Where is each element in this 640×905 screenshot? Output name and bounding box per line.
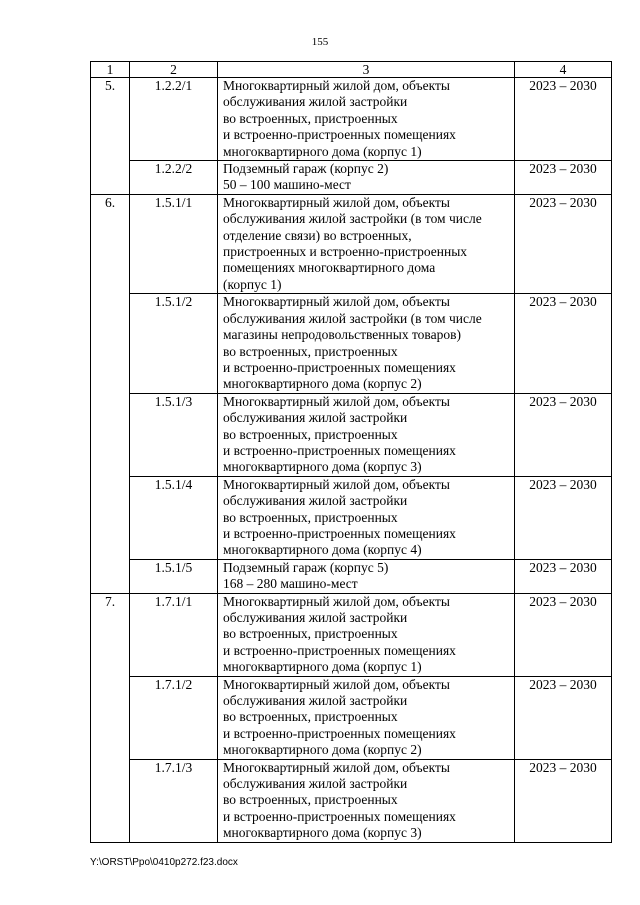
construction-period-cell: 2023 – 2030 bbox=[515, 476, 612, 559]
group-number-cell: 6. bbox=[91, 194, 130, 593]
object-description-cell: Подземный гараж (корпус 2) 50 – 100 машино-мест bbox=[218, 161, 515, 195]
object-code-cell: 1.7.1/2 bbox=[130, 676, 218, 759]
object-description-cell: Многоквартирный жилой дом, объекты обслуживания жилой застройки во встроенных, пристроенных и встроенно-пристроенных помещениях многоквартирного дома (корпус 1) bbox=[218, 593, 515, 676]
header-col-3: 3 bbox=[218, 62, 515, 78]
construction-period-cell: 2023 – 2030 bbox=[515, 78, 612, 161]
page-number: 155 bbox=[311, 36, 329, 48]
construction-period-cell: 2023 – 2030 bbox=[515, 294, 612, 393]
object-description-cell: Многоквартирный жилой дом, объекты обслуживания жилой застройки во встроенных, пристроенных и встроенно-пристроенных помещениях многоквартирного дома (корпус 3) bbox=[218, 393, 515, 476]
object-code-cell: 1.2.2/2 bbox=[130, 161, 218, 195]
table-row bbox=[91, 676, 612, 759]
table-header-row bbox=[91, 62, 612, 78]
object-code-cell: 1.7.1/3 bbox=[130, 759, 218, 842]
object-description-cell: Многоквартирный жилой дом, объекты обслуживания жилой застройки во встроенных, пристроенных и встроенно-пристроенных помещениях многоквартирного дома (корпус 3) bbox=[218, 759, 515, 842]
table-row bbox=[91, 393, 612, 476]
object-description-cell: Многоквартирный жилой дом, объекты обслуживания жилой застройки (в том числе магазины непродовольственных товаров) во встроенных, пристроенных и встроенно-пристроенных помещениях многоквартирного дома (корпус 2) bbox=[218, 294, 515, 393]
construction-period-cell: 2023 – 2030 bbox=[515, 194, 612, 293]
construction-period-cell: 2023 – 2030 bbox=[515, 161, 612, 195]
construction-period-cell: 2023 – 2030 bbox=[515, 559, 612, 593]
group-number-cell: 7. bbox=[91, 593, 130, 842]
group-number-cell: 5. bbox=[91, 78, 130, 195]
object-code-cell: 1.7.1/1 bbox=[130, 593, 218, 676]
object-description-cell: Многоквартирный жилой дом, объекты обслуживания жилой застройки во встроенных, пристроенных и встроенно-пристроенных помещениях многоквартирного дома (корпус 1) bbox=[218, 78, 515, 161]
object-code-cell: 1.5.1/2 bbox=[130, 294, 218, 393]
object-code-cell: 1.5.1/1 bbox=[130, 194, 218, 293]
object-code-cell: 1.5.1/4 bbox=[130, 476, 218, 559]
header-col-4: 4 bbox=[515, 62, 612, 78]
object-description-cell: Многоквартирный жилой дом, объекты обслуживания жилой застройки (в том числе отделение связи) во встроенных, пристроенных и встроенно-пристроенных помещениях многоквартирного дома (корпус 1) bbox=[218, 194, 515, 293]
construction-period-cell: 2023 – 2030 bbox=[515, 676, 612, 759]
construction-period-cell: 2023 – 2030 bbox=[515, 759, 612, 842]
object-code-cell: 1.5.1/3 bbox=[130, 393, 218, 476]
object-description-cell: Многоквартирный жилой дом, объекты обслуживания жилой застройки во встроенных, пристроенных и встроенно-пристроенных помещениях многоквартирного дома (корпус 4) bbox=[218, 476, 515, 559]
object-description-cell: Многоквартирный жилой дом, объекты обслуживания жилой застройки во встроенных, пристроенных и встроенно-пристроенных помещениях многоквартирного дома (корпус 2) bbox=[218, 676, 515, 759]
table-row bbox=[91, 294, 612, 393]
file-path-footer: Y:\ORST\Ppo\0410p272.f23.docx bbox=[90, 857, 238, 868]
table-row bbox=[91, 161, 612, 195]
table-row bbox=[91, 593, 612, 676]
table-row bbox=[91, 194, 612, 293]
table-row bbox=[91, 759, 612, 842]
table-row bbox=[91, 559, 612, 593]
construction-period-cell: 2023 – 2030 bbox=[515, 593, 612, 676]
object-description-cell: Подземный гараж (корпус 5) 168 – 280 машино-мест bbox=[218, 559, 515, 593]
construction-period-cell: 2023 – 2030 bbox=[515, 393, 612, 476]
table-row bbox=[91, 78, 612, 161]
header-col-2: 2 bbox=[130, 62, 218, 78]
objects-table bbox=[90, 61, 612, 843]
header-col-1: 1 bbox=[91, 62, 130, 78]
table-row bbox=[91, 476, 612, 559]
object-code-cell: 1.5.1/5 bbox=[130, 559, 218, 593]
object-code-cell: 1.2.2/1 bbox=[130, 78, 218, 161]
